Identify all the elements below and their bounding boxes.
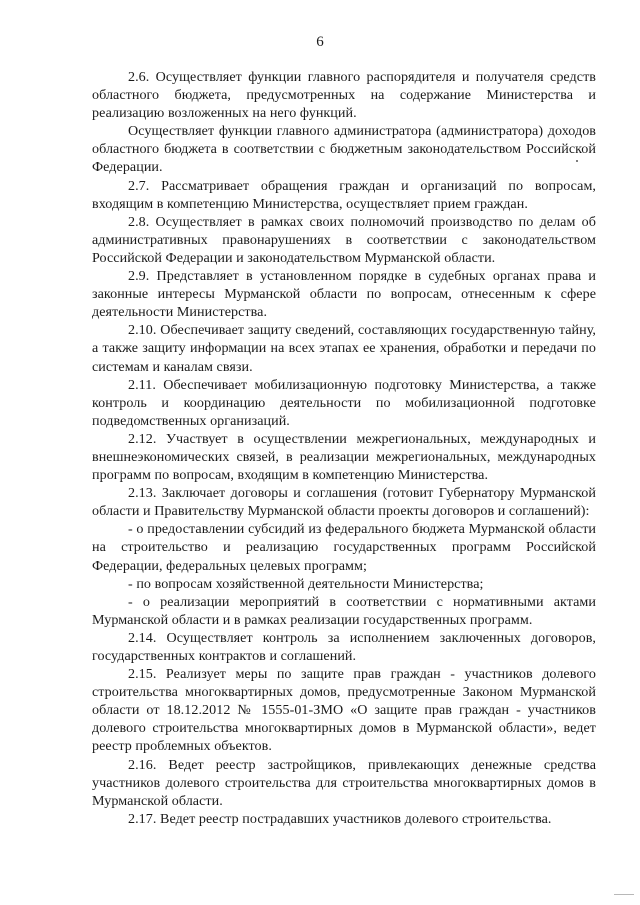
paragraph-2-13: 2.13. Заключает договоры и соглашения (готовит Губернатору Мурманской области и Правительству Мурманской области проекты договоров и соглашений): bbox=[92, 485, 596, 520]
paragraph-2-10: 2.10. Обеспечивает защиту сведений, составляющих государственную тайну, а также защиту информации на всех этапах ее хранения, обработки и передачи по системам и каналам связи. bbox=[92, 322, 596, 375]
paragraph-2-15: 2.15. Реализует меры по защите прав граждан - участников долевого строительства многоквартирных домов, предусмотренные Законом Мурманской области от 18.12.2012 № 1555-01-ЗМО «О защите прав граждан - участников долевого строительства многоквартирных домов в Мурманской области», ведет реестр проблемных объектов. bbox=[92, 666, 596, 755]
list-item-normative-acts: - о реализации мероприятий в соответствии с нормативными актами Мурманской области и в рамках реализации государственных программ. bbox=[92, 593, 596, 628]
document-body bbox=[92, 68, 596, 828]
paragraph-2-6: 2.6. Осуществляет функции главного распорядителя и получателя средств областного бюджета, предусмотренных на содержание Министерства и реализацию возложенных на него функций. bbox=[92, 69, 596, 122]
paragraph-2-7: 2.7. Рассматривает обращения граждан и организаций по вопросам, входящим в компетенцию Министерства, осуществляет прием граждан. bbox=[92, 177, 596, 212]
paragraph-2-16: 2.16. Ведет реестр застройщиков, привлекающих денежные средства участников долевого строительства для строительства многоквартирных домов в Мурманской области. bbox=[92, 756, 596, 809]
scan-artifact-dot bbox=[576, 160, 578, 162]
paragraph-2-8: 2.8. Осуществляет в рамках своих полномочий производство по делам об административных правонарушениях в соответствии с законодательством Российской Федерации и законодательством Мурманской области. bbox=[92, 213, 596, 266]
paragraph-2-17: 2.17. Ведет реестр пострадавших участников долевого строительства. bbox=[128, 810, 552, 827]
paragraph-2-14: 2.14. Осуществляет контроль за исполнением заключенных договоров, государственных контрактов и соглашений. bbox=[92, 629, 596, 664]
paragraph-2-11: 2.11. Обеспечивает мобилизационную подготовку Министерства, а также контроль и координацию деятельности по мобилизационной подготовке подведомственных организаций. bbox=[92, 376, 596, 429]
scan-artifact-line bbox=[614, 894, 634, 895]
list-item-subsidies: - о предоставлении субсидий из федерального бюджета Мурманской области на строительство и реализацию государственных программ Российской Федерации, федеральных целевых программ; bbox=[92, 521, 596, 574]
page-number: 6 bbox=[316, 34, 324, 50]
list-item-economic-activity: - по вопросам хозяйственной деятельности Министерства; bbox=[128, 575, 484, 592]
paragraph-2-12: 2.12. Участвует в осуществлении межрегиональных, международных и внешнеэкономических связей, в реализации межрегиональных, международных программ по вопросам, входящим в компетенцию Министерства. bbox=[92, 430, 596, 484]
paragraph-2-9: 2.9. Представляет в установленном порядке в судебных органах права и законные интересы Мурманской области по вопросам, отнесенным к сфере деятельности Министерства. bbox=[92, 268, 596, 321]
paragraph-2-6-revenue-admin: Осуществляет функции главного администратора (администратора) доходов областного бюджета в соответствии с бюджетным законодательством Российской Федерации. bbox=[92, 123, 596, 176]
